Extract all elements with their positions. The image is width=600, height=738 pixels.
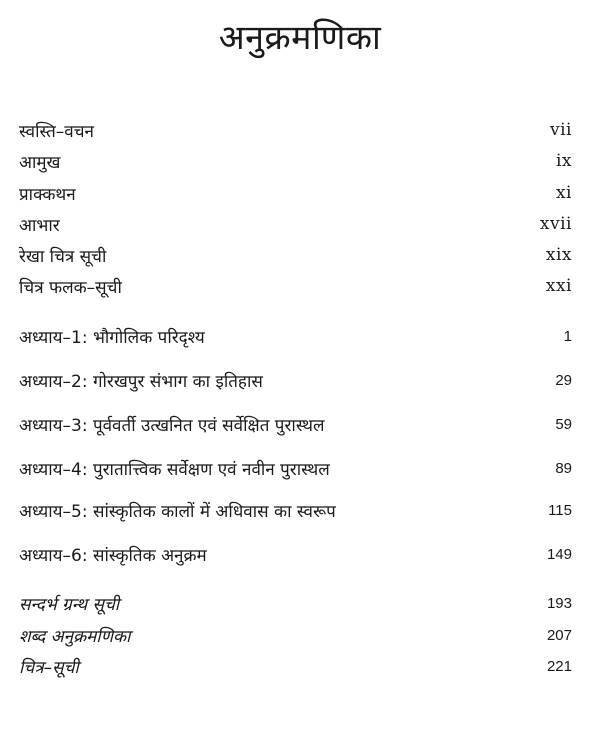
toc-entry-page: vii bbox=[550, 120, 572, 140]
toc-entry-label: प्राक्कथन bbox=[19, 184, 76, 205]
toc-entry-label: आमुख bbox=[19, 152, 61, 173]
toc-entry-chapter-4 bbox=[19, 453, 572, 483]
toc-entry-prakkathan bbox=[19, 178, 572, 208]
toc-entry-page: 1 bbox=[563, 327, 572, 345]
toc-entry-label: स्वस्ति–वचन bbox=[19, 121, 94, 142]
toc-entry-chitra-phalak-suchi bbox=[19, 271, 572, 301]
toc-entry-page: 207 bbox=[546, 626, 572, 644]
toc-entry-chapter-1 bbox=[19, 321, 572, 351]
toc-entry-page: 193 bbox=[546, 594, 572, 612]
toc-entry-page: ix bbox=[555, 151, 572, 171]
toc-entry-page: 89 bbox=[555, 459, 572, 477]
toc-entry-amukh bbox=[19, 146, 572, 176]
toc-entry-label: अध्याय–1: भौगोलिक परिदृश्य bbox=[19, 327, 205, 348]
toc-entry-page: 149 bbox=[546, 545, 572, 563]
toc-entry-page: 59 bbox=[555, 415, 572, 433]
toc-entry-page: 221 bbox=[546, 657, 572, 675]
toc-entry-page: xi bbox=[555, 183, 572, 203]
toc-entry-chapter-5 bbox=[19, 495, 572, 525]
toc-entry-label: चित्र–सूची bbox=[19, 657, 79, 678]
toc-entry-page: xxi bbox=[545, 276, 572, 296]
toc-entry-label: चित्र फलक–सूची bbox=[19, 277, 122, 298]
toc-entry-page: 115 bbox=[548, 501, 572, 519]
toc-entry-chapter-3 bbox=[19, 409, 572, 439]
toc-entry-chapter-2 bbox=[19, 365, 572, 395]
toc-entry-word-index bbox=[19, 620, 572, 650]
toc-entry-figure-list bbox=[19, 651, 572, 681]
page-title: अनुक्रमणिका bbox=[218, 18, 382, 58]
toc-entry-page: 29 bbox=[555, 371, 572, 389]
toc-entry-page: xvii bbox=[539, 214, 572, 234]
toc-entry-page: xix bbox=[545, 245, 572, 265]
toc-entry-chapter-6 bbox=[19, 539, 572, 569]
toc-entry-bibliography bbox=[19, 588, 572, 618]
toc-entry-rekha-chitra-suchi bbox=[19, 240, 572, 270]
toc-entry-label: अध्याय–6: सांस्कृतिक अनुक्रम bbox=[19, 545, 207, 566]
toc-entry-label: सन्दर्भ ग्रन्थ सूची bbox=[19, 594, 120, 615]
toc-entry-label: शब्द अनुक्रमणिका bbox=[19, 626, 131, 647]
toc-entry-label: अध्याय–4: पुरातात्त्विक सर्वेक्षण एवं नवीन पुरास्थल bbox=[19, 459, 330, 480]
toc-entry-label: रेखा चित्र सूची bbox=[19, 246, 107, 267]
toc-entry-label: अध्याय–3: पूर्ववर्ती उत्खनित एवं सर्वेक्षित पुरास्थल bbox=[19, 415, 325, 436]
toc-entry-label: अध्याय–2: गोरखपुर संभाग का इतिहास bbox=[19, 371, 263, 392]
toc-entry-abhar bbox=[19, 209, 572, 239]
toc-entry-svasti-vachan bbox=[19, 115, 572, 145]
toc-entry-label: अध्याय–5: सांस्कृतिक कालों में अधिवास का स्वरूप bbox=[19, 501, 336, 522]
toc-entry-label: आभार bbox=[19, 215, 60, 236]
